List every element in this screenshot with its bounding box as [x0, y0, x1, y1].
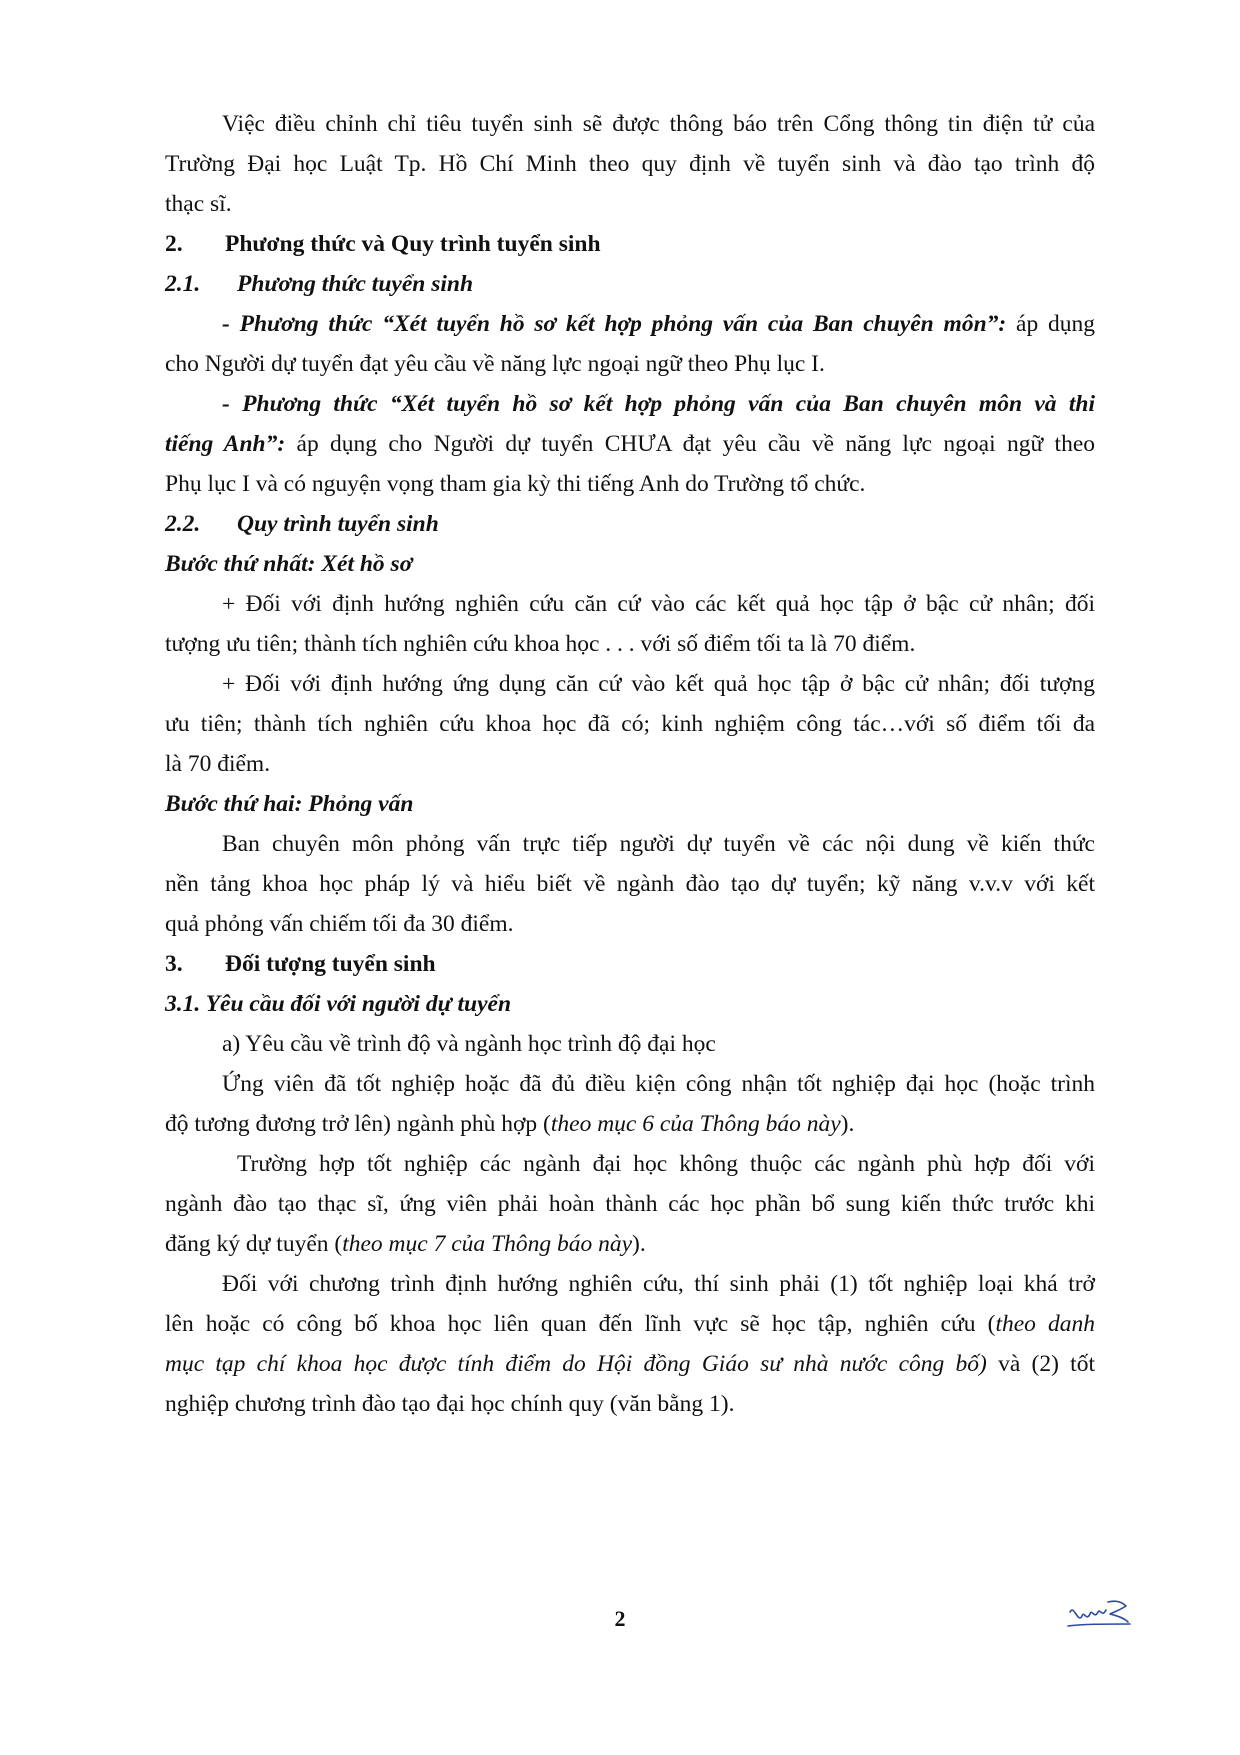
method-2-label-cont: tiếng Anh”:	[165, 431, 286, 457]
subsection-heading-3-1: 3.1. Yêu cầu đối với người dự tuyển	[165, 991, 512, 1017]
paragraph-line: tượng ưu tiên; thành tích nghiên cứu khoa học . . . với số điểm tối ta là 70 điểm.	[165, 631, 916, 657]
text-run: ).	[840, 1111, 855, 1137]
paragraph-line: cho Người dự tuyển đạt yêu cầu về năng lực ngoại ngữ theo Phụ lục I.	[165, 351, 825, 377]
section-heading-2	[165, 229, 1095, 259]
reference-italic: theo danh	[995, 1311, 1095, 1337]
paragraph-line: là 70 điểm.	[165, 751, 271, 777]
heading-text: Phương thức tuyển sinh	[237, 271, 474, 297]
paragraph-line: ưu tiên; thành tích nghiên cứu khoa học đã có; kinh nghiệm công tác…với số điểm tối đa	[165, 711, 1095, 737]
heading-text: Quy trình tuyển sinh	[237, 511, 439, 537]
paragraph-line: Việc điều chỉnh chỉ tiêu tuyển sinh sẽ được thông báo trên Cổng thông tin điện tử của	[222, 111, 1095, 137]
heading-text: Phương thức và Quy trình tuyển sinh	[225, 231, 601, 257]
paragraph-line	[165, 429, 1095, 459]
text-run: đăng ký dự tuyển (	[165, 1231, 343, 1257]
heading-number: 2.2.	[165, 511, 201, 537]
text-run: và (2) tốt	[986, 1351, 1095, 1377]
paragraph-line: thạc sĩ.	[165, 191, 232, 217]
method-1-label: - Phương thức “Xét tuyển hồ sơ kết hợp phỏng vấn của Ban chuyên môn”:	[222, 311, 1007, 337]
paragraph-line	[165, 1229, 1095, 1259]
reference-italic: theo mục 7 của Thông báo này	[342, 1231, 632, 1257]
paragraph-line	[165, 1109, 1095, 1139]
text-run: độ tương đương trở lên) ngành phù hợp (	[165, 1111, 551, 1137]
heading-number: 2.	[165, 231, 183, 257]
step-2-heading: Bước thứ hai: Phỏng vấn	[165, 791, 414, 817]
paragraph-line	[165, 1309, 1095, 1339]
text-run: áp dụng cho Người dự tuyển CHƯA đạt yêu cầu về năng lực ngoại ngữ theo	[296, 431, 1096, 457]
text-run: ).	[632, 1231, 646, 1257]
subsection-heading-2-1	[165, 269, 1095, 299]
paragraph-line: a) Yêu cầu về trình độ và ngành học trình độ đại học	[222, 1031, 716, 1057]
paragraph-line: Phụ lục I và có nguyện vọng tham gia kỳ thi tiếng Anh do Trường tổ chức.	[165, 471, 866, 497]
heading-number: 3.	[165, 951, 183, 977]
paragraph-line: Trường Đại học Luật Tp. Hồ Chí Minh theo quy định về tuyển sinh và đào tạo trình độ	[165, 151, 1095, 177]
text-run: áp dụng	[1016, 311, 1095, 337]
heading-number: 2.1.	[165, 271, 201, 297]
paragraph-line: + Đối với định hướng ứng dụng căn cứ vào kết quả học tập ở bậc cử nhân; đối tượng	[222, 671, 1095, 697]
paragraph-line: Trường hợp tốt nghiệp các ngành đại học không thuộc các ngành phù hợp đối với	[237, 1151, 1095, 1177]
method-2-label: - Phương thức “Xét tuyển hồ sơ kết hợp phỏng vấn của Ban chuyên môn và thi	[222, 391, 1095, 417]
section-heading-3	[165, 949, 1095, 979]
paragraph-line	[165, 1349, 1095, 1379]
signature-icon	[1064, 1594, 1136, 1634]
paragraph-line: quả phỏng vấn chiếm tối đa 30 điểm.	[165, 911, 514, 937]
paragraph-line: Đối với chương trình định hướng nghiên cứu, thí sinh phải (1) tốt nghiệp loại khá trở	[222, 1271, 1095, 1297]
text-run: lên hoặc có công bố khoa học liên quan đến lĩnh vực sẽ học tập, nghiên cứu (	[165, 1311, 996, 1337]
paragraph-line: nền tảng khoa học pháp lý và hiểu biết về ngành đào tạo dự tuyển; kỹ năng v.v.v với kết	[165, 871, 1095, 897]
reference-italic: mục tạp chí khoa học được tính điểm do Hội đồng Giáo sư nhà nước công bố)	[165, 1351, 987, 1377]
heading-text: Đối tượng tuyển sinh	[225, 951, 436, 977]
paragraph-line: nghiệp chương trình đào tạo đại học chính quy (văn bằng 1).	[165, 1391, 735, 1417]
step-1-heading: Bước thứ nhất: Xét hồ sơ	[165, 551, 413, 577]
paragraph-line: Ứng viên đã tốt nghiệp hoặc đã đủ điều kiện công nhận tốt nghiệp đại học (hoặc trình	[222, 1071, 1095, 1097]
paragraph-line	[222, 309, 1095, 339]
subsection-heading-2-2	[165, 509, 1095, 539]
paragraph-line: + Đối với định hướng nghiên cứu căn cứ vào các kết quả học tập ở bậc cử nhân; đối	[222, 591, 1095, 617]
paragraph-line: Ban chuyên môn phỏng vấn trực tiếp người dự tuyển về các nội dung về kiến thức	[222, 831, 1095, 857]
reference-italic: theo mục 6 của Thông báo này	[550, 1111, 841, 1137]
paragraph-line: ngành đào tạo thạc sĩ, ứng viên phải hoàn thành các học phần bổ sung kiến thức trước khi	[165, 1191, 1095, 1217]
page-number: 2	[614, 1606, 626, 1631]
